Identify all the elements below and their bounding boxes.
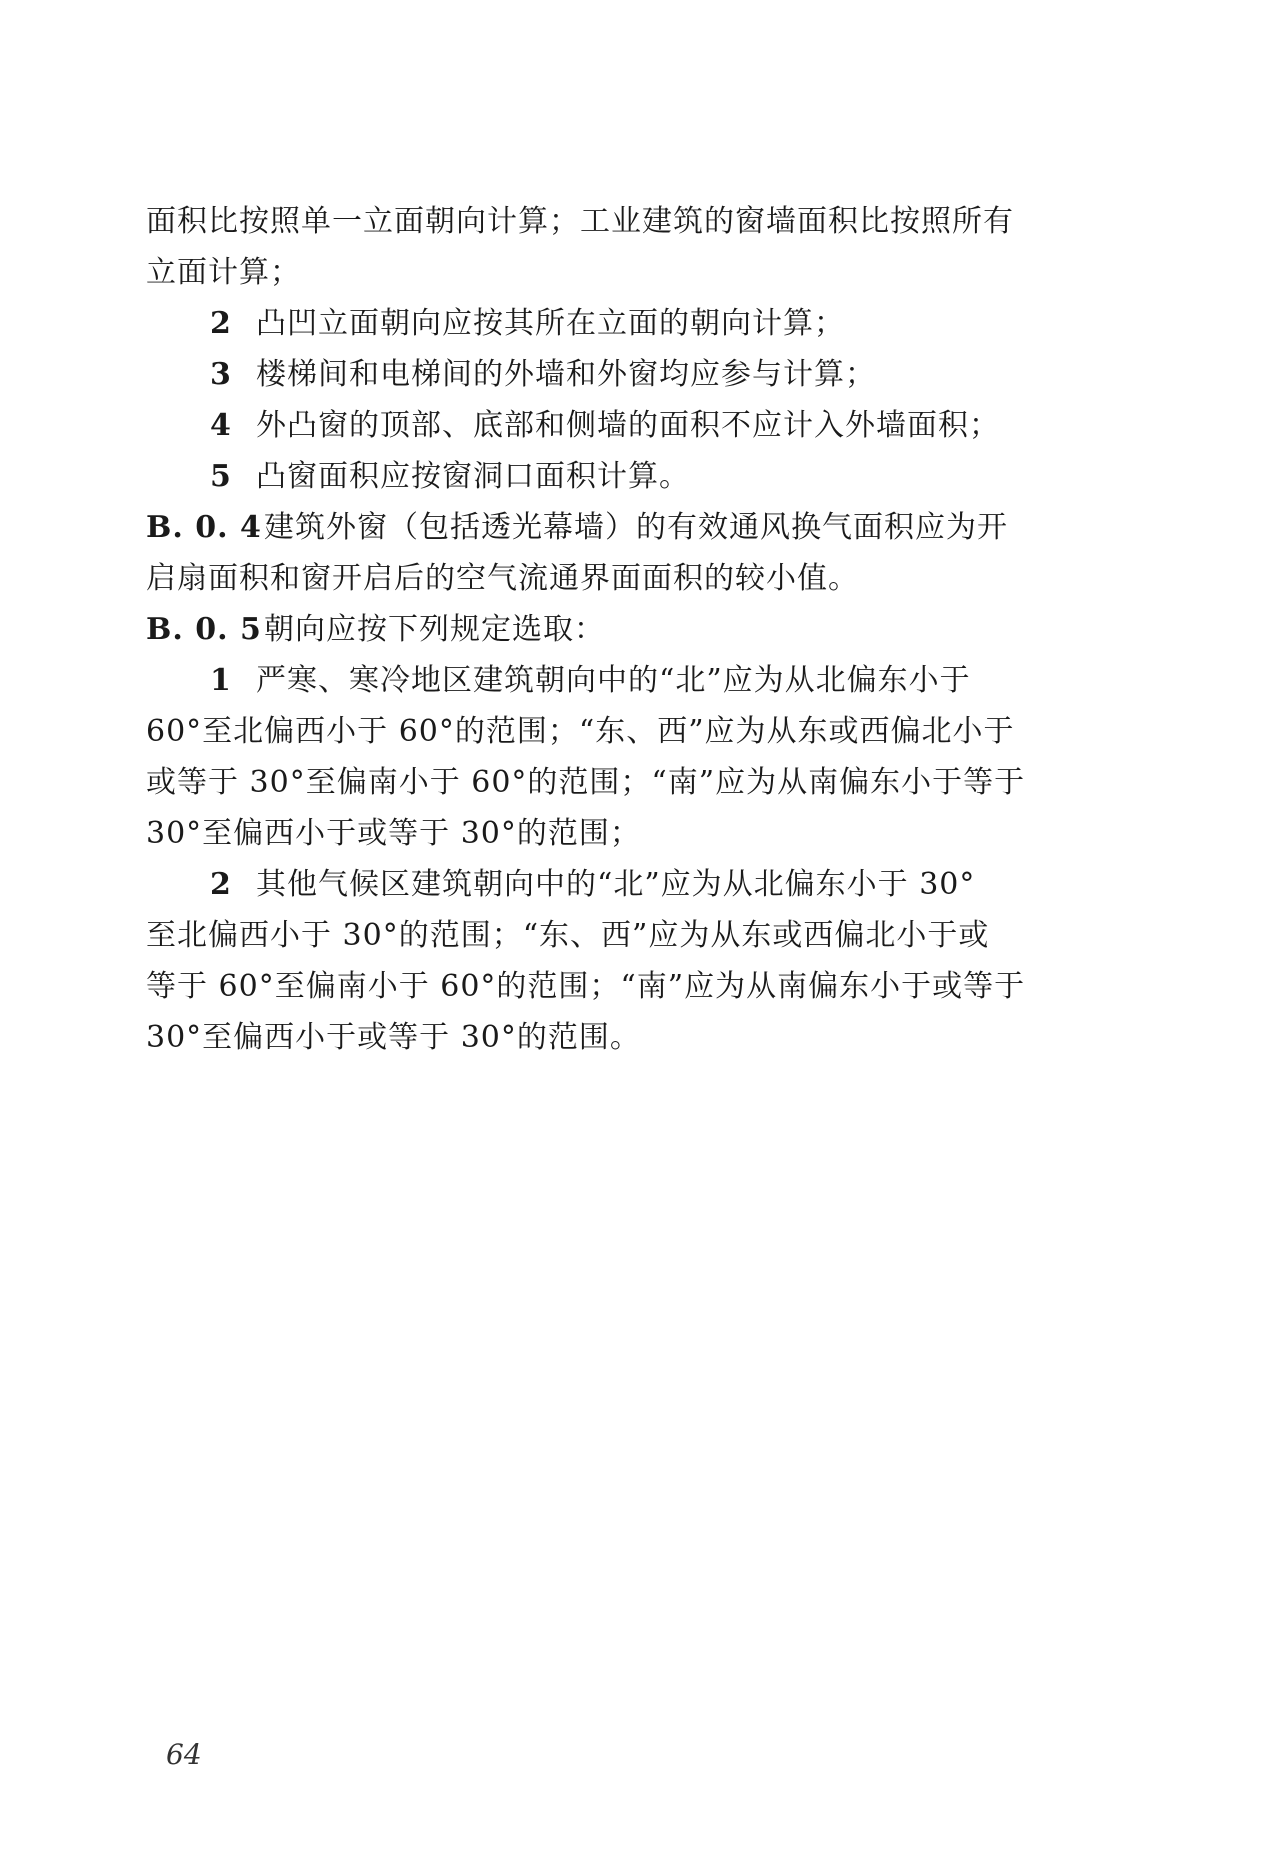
- clause-number: B. 0. 4: [146, 510, 262, 545]
- list-item: [146, 451, 1094, 502]
- item-number: 3: [210, 357, 232, 392]
- list-item: [146, 349, 1094, 400]
- page-number: 64: [166, 1738, 202, 1771]
- line-text: 立面计算；: [146, 255, 301, 290]
- item-number: 1: [210, 663, 232, 698]
- body-line: [146, 196, 1094, 247]
- line-text: 60°至北偏西小于 60°的范围；“东、西”应为从东或西偏北小于: [146, 714, 1015, 749]
- line-text: 建筑外窗（包括透光幕墙）的有效通风换气面积应为开: [264, 510, 1008, 545]
- body-line: [146, 910, 1094, 961]
- body-line: [146, 553, 1094, 604]
- body-line: [146, 757, 1094, 808]
- item-number: 4: [210, 408, 232, 443]
- item-number: 5: [210, 459, 232, 494]
- body-line: [146, 1012, 1094, 1063]
- body-line: [146, 706, 1094, 757]
- line-text: 凸凹立面朝向应按其所在立面的朝向计算；: [256, 306, 845, 341]
- list-item: [146, 298, 1094, 349]
- line-text: 或等于 30°至偏南小于 60°的范围；“南”应为从南偏东小于等于: [146, 765, 1026, 800]
- line-text: 严寒、寒冷地区建筑朝向中的“北”应为从北偏东小于: [256, 663, 971, 698]
- body-line: [146, 247, 1094, 298]
- clause-heading: [146, 604, 1094, 655]
- item-number: 2: [210, 867, 232, 902]
- list-item: [146, 655, 1094, 706]
- line-text: 30°至偏西小于或等于 30°的范围；: [146, 816, 641, 851]
- line-text: 其他气候区建筑朝向中的“北”应为从北偏东小于 30°: [256, 867, 976, 902]
- line-text: 凸窗面积应按窗洞口面积计算。: [256, 459, 690, 494]
- clause-number: B. 0. 5: [146, 612, 262, 647]
- document-body: [146, 196, 1094, 1063]
- line-text: 面积比按照单一立面朝向计算；工业建筑的窗墙面积比按照所有: [146, 204, 1014, 239]
- body-line: [146, 961, 1094, 1012]
- line-text: 等于 60°至偏南小于 60°的范围；“南”应为从南偏东小于或等于: [146, 969, 1026, 1004]
- line-text: 楼梯间和电梯间的外墙和外窗均应参与计算；: [256, 357, 876, 392]
- item-number: 2: [210, 306, 232, 341]
- line-text: 至北偏西小于 30°的范围；“东、西”应为从东或西偏北小于或: [146, 918, 990, 953]
- line-text: 朝向应按下列规定选取：: [264, 612, 605, 647]
- body-line: [146, 808, 1094, 859]
- line-text: 30°至偏西小于或等于 30°的范围。: [146, 1020, 641, 1055]
- line-text: 外凸窗的顶部、底部和侧墙的面积不应计入外墙面积；: [256, 408, 1000, 443]
- line-text: 启扇面积和窗开启后的空气流通界面面积的较小值。: [146, 561, 859, 596]
- list-item: [146, 400, 1094, 451]
- list-item: [146, 859, 1094, 910]
- clause-heading: [146, 502, 1094, 553]
